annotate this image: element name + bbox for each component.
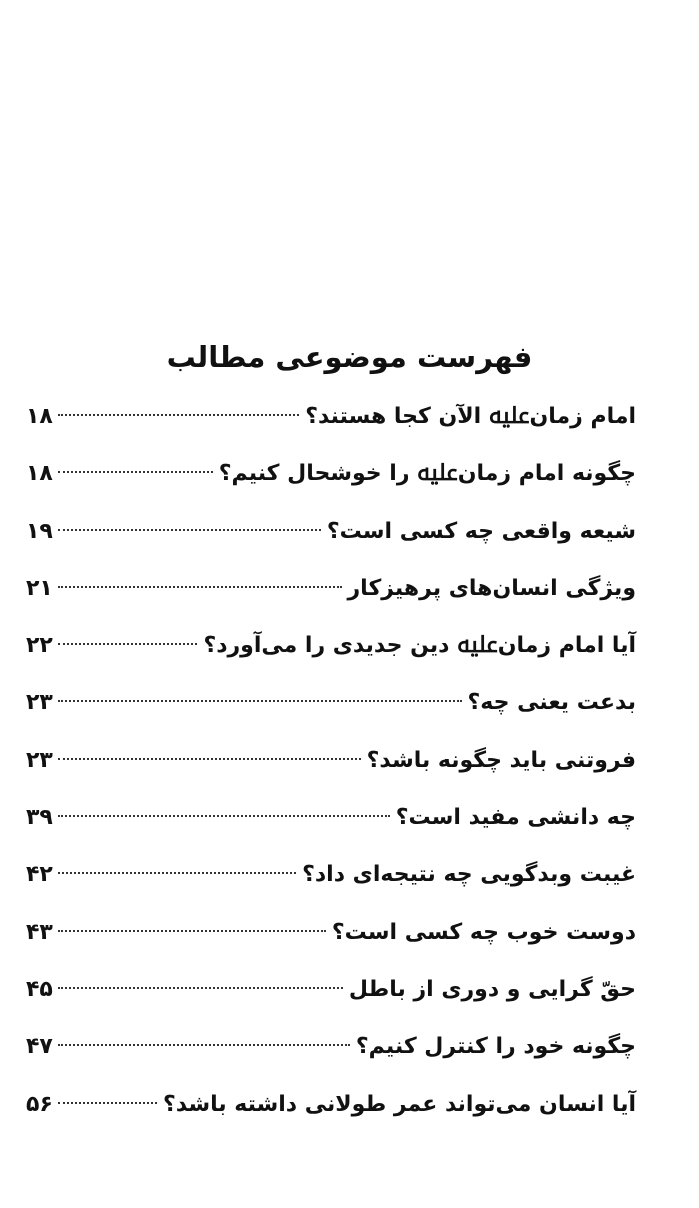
- toc-entry-page: ۱۸: [26, 404, 53, 429]
- toc-entry-page: ۱۹: [26, 518, 53, 544]
- toc-entry-page: ۴۳: [26, 919, 53, 945]
- toc-entry-title: شیعه واقعی چه کسی است؟: [326, 518, 636, 544]
- dot-leader: [58, 586, 342, 588]
- toc-entry: [26, 674, 636, 731]
- toc-entry-title: چگونه امام زمانﷷ را خوشحال کنیم؟: [218, 461, 636, 487]
- dot-leader: [58, 529, 321, 531]
- toc-entry-page: ۲۳: [26, 747, 53, 773]
- toc-entry: [26, 388, 636, 445]
- toc-entry: [26, 1018, 636, 1075]
- table-of-contents: [26, 388, 636, 1133]
- toc-entry: [26, 560, 636, 617]
- toc-entry: [26, 1076, 636, 1133]
- dot-leader: [58, 758, 361, 760]
- toc-entry-title: فروتنی باید چگونه باشد؟: [366, 747, 636, 773]
- toc-entry-page: ۳۹: [26, 805, 53, 831]
- toc-entry: [26, 789, 636, 846]
- toc-entry-title: چه دانشی مفید است؟: [395, 805, 636, 831]
- toc-entry-title: امام زمانﷷ الآن کجا هستند؟: [305, 404, 636, 429]
- toc-entry-page: ۴۷: [26, 1034, 53, 1060]
- toc-entry-page: ۴۵: [26, 976, 53, 1002]
- toc-entry: [26, 617, 636, 674]
- toc-entry-page: ۵۶: [26, 1091, 53, 1117]
- toc-entry-title: حقّ گرایی و دوری از باطل: [348, 976, 636, 1002]
- toc-entry: [26, 732, 636, 789]
- toc-entry-title: بدعت یعنی چه؟: [467, 690, 636, 716]
- dot-leader: [58, 872, 296, 874]
- dot-leader: [58, 414, 299, 416]
- dot-leader: [58, 643, 197, 645]
- dot-leader: [58, 700, 462, 702]
- toc-entry-page: ۱۸: [26, 461, 53, 487]
- dot-leader: [58, 815, 390, 817]
- toc-entry-page: ۲۳: [26, 690, 53, 716]
- toc-entry: [26, 846, 636, 903]
- toc-entry: [26, 503, 636, 560]
- toc-entry-title: آیا انسان می‌تواند عمر طولانی داشته باشد؟: [163, 1091, 636, 1117]
- toc-entry-title: دوست خوب چه کسی است؟: [331, 919, 636, 945]
- toc-entry: [26, 961, 636, 1018]
- toc-entry-title: آیا امام زمانﷷ دین جدیدی را می‌آورد؟: [203, 633, 636, 659]
- dot-leader: [58, 987, 343, 989]
- toc-entry-page: ۲۲: [26, 633, 53, 659]
- toc-entry-title: ویژگی انسان‌های پرهیزکار: [347, 575, 636, 601]
- toc-entry: [26, 904, 636, 961]
- toc-entry-page: ۴۲: [26, 862, 53, 888]
- dot-leader: [58, 1044, 350, 1046]
- toc-entry-title: چگونه خود را کنترل کنیم؟: [355, 1034, 636, 1060]
- toc-entry: [26, 445, 636, 502]
- toc-entry-page: ۲۱: [26, 575, 53, 601]
- page-title: فهرست موضوعی مطالب: [166, 340, 533, 374]
- toc-entry-title: غیبت وبدگویی چه نتیجه‌ای داد؟: [302, 862, 636, 888]
- dot-leader: [58, 930, 326, 932]
- dot-leader: [58, 1102, 157, 1104]
- dot-leader: [58, 471, 213, 473]
